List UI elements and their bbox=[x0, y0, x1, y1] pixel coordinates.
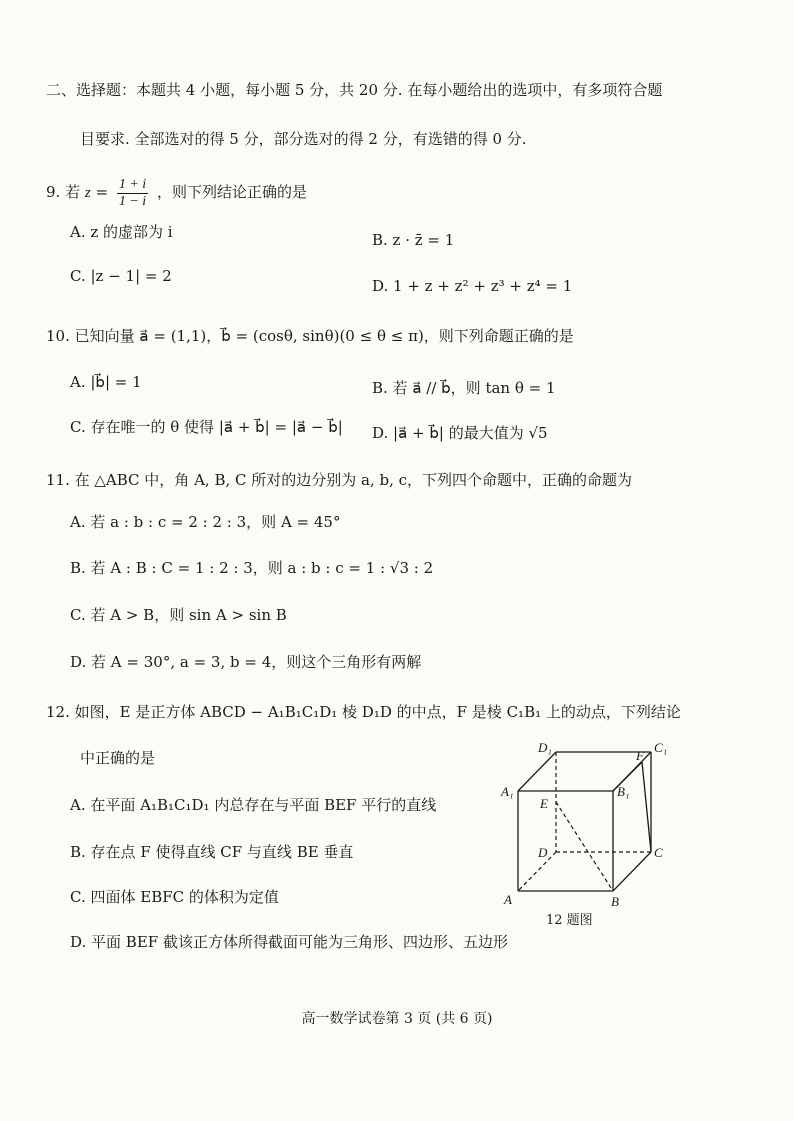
q9-suffix: ，则下列结论正确的是 bbox=[156, 183, 307, 201]
edge-CB bbox=[613, 852, 651, 891]
q10-stem: 10. 已知向量 a⃗ = (1,1)，b⃗ = (cosθ, sinθ)(0 ≤ θ ≤ π)，则下列命题正确的是 bbox=[46, 327, 574, 345]
label-C: C bbox=[654, 845, 663, 860]
q12-option-b: B. 存在点 F 使得直线 CF 与直线 BE 垂直 bbox=[70, 843, 354, 861]
page-footer: 高一数学试卷第 3 页 (共 6 页) bbox=[301, 1011, 493, 1027]
section-heading-line1: 二、选择题：本题共 4 小题，每小题 5 分，共 20 分. 在每小题给出的选项中，有多项符合题 bbox=[46, 81, 663, 99]
edge-A1D1 bbox=[518, 752, 556, 791]
edge-DA-hidden bbox=[518, 852, 556, 891]
q11-option-a: A. 若 a : b : c = 2 : 2 : 3，则 A = 45° bbox=[70, 513, 341, 531]
q12-stem-line1: 12. 如图，E 是正方体 ABCD − A₁B₁C₁D₁ 棱 D₁D 的中点，F 是棱 C₁B₁ 上的动点，下列结论 bbox=[46, 703, 681, 721]
label-B: B bbox=[611, 894, 619, 909]
q9-frac-denominator: 1 − i bbox=[118, 193, 147, 209]
q9-stem: 9. 若 z = $\frac{1 + i}{1 - i}$ ，则下列结论正确的是 bbox=[46, 176, 307, 209]
label-B1: B₁ bbox=[617, 784, 630, 799]
section-heading-line2: 目要求. 全部选对的得 5 分，部分选对的得 2 分，有选错的得 0 分. bbox=[80, 130, 527, 148]
q11-option-d: D. 若 A = 30°, a = 3, b = 4，则这个三角形有两解 bbox=[70, 653, 422, 671]
q12-cube-figure bbox=[496, 736, 686, 936]
label-D: D bbox=[538, 845, 548, 860]
q11-option-c: C. 若 A > B，则 sin A > sin B bbox=[70, 606, 287, 624]
q10-option-d: D. |a⃗ + b⃗| 的最大值为 √5 bbox=[372, 424, 548, 442]
segment-EB-hidden bbox=[556, 802, 613, 891]
q12-option-a: A. 在平面 A₁B₁C₁D₁ 内总存在与平面 BEF 平行的直线 bbox=[70, 796, 437, 814]
segment-FC bbox=[642, 762, 651, 852]
q9-fraction bbox=[117, 177, 148, 210]
q9-option-a: A. z 的虚部为 i bbox=[70, 223, 173, 241]
q11-stem: 11. 在 △ABC 中，角 A, B, C 所对的边分别为 a, b, c，下列四个命题中，正确的命题为 bbox=[46, 471, 633, 489]
q9-frac-numerator: 1 + i bbox=[118, 176, 147, 192]
q9-prefix: 9. 若 bbox=[46, 183, 81, 201]
q10-option-a: A. |b⃗| = 1 bbox=[70, 373, 142, 391]
label-A1: A₁ bbox=[501, 784, 514, 799]
q9-option-d: D. 1 + z + z² + z³ + z⁴ = 1 bbox=[372, 277, 573, 295]
q9-option-b: B. z · z̄ = 1 bbox=[372, 231, 455, 249]
q12-option-d: D. 平面 BEF 截该正方体所得截面可能为三角形、四边形、五边形 bbox=[70, 933, 508, 951]
q11-option-b: B. 若 A : B : C = 1 : 2 : 3，则 a : b : c = 1 : √3 : 2 bbox=[70, 559, 434, 577]
label-E: E bbox=[540, 796, 548, 811]
q10-option-b: B. 若 a⃗ // b⃗，则 tan θ = 1 bbox=[372, 379, 556, 397]
q9-option-c: C. |z − 1| = 2 bbox=[70, 267, 172, 285]
q12-option-c: C. 四面体 EBFC 的体积为定值 bbox=[70, 888, 279, 906]
label-D1: D₁ bbox=[538, 740, 552, 755]
cube-diagram bbox=[496, 736, 686, 936]
label-A: A bbox=[504, 892, 512, 907]
q12-stem-line2: 中正确的是 bbox=[80, 749, 156, 767]
figure-caption: 12 题图 bbox=[546, 913, 593, 928]
label-C1: C₁ bbox=[654, 740, 668, 755]
q10-option-c: C. 存在唯一的 θ 使得 |a⃗ + b⃗| = |a⃗ − b⃗| bbox=[70, 418, 343, 436]
label-F: F bbox=[636, 748, 644, 763]
